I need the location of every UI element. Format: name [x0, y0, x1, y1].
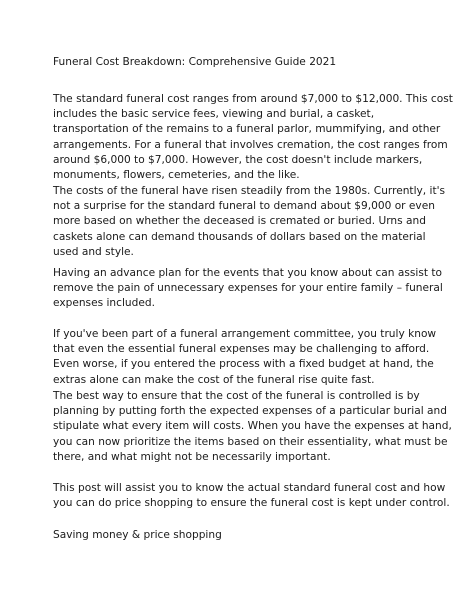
- paragraph-post-purpose: This post will assist you to know the actual standard funeral cost and how you can do price shopping to ensure the funeral cost is kept under control.: [53, 482, 450, 510]
- section-heading: Saving money & price shopping: [53, 529, 222, 541]
- paragraph-best-way: The best way to ensure that the cost of the funeral is controlled is by planning by putting forth the expected expenses of a particular burial and stipulate what every item will costs. When you have the expenses at hand, you can now prioritize the items based on their essentiality, what must be there, and what might not be necessarily important.: [53, 390, 452, 463]
- document-title: Funeral Cost Breakdown: Comprehensive Guide 2021: [53, 56, 337, 68]
- paragraph-rising-costs: The costs of the funeral have risen steadily from the 1980s. Currently, it's not a surprise for the standard funeral to demand about $9,000 or even more based on whether the deceased is cremated or buried. Urns and caskets alone can demand thousands of dollars based on the material used and style.: [53, 185, 446, 258]
- paragraph-arrangement-committee: If you've been part of a funeral arrangement committee, you truly know that even the essential funeral expenses may be challenging to afford. Even worse, if you entered the process with a fixed budget at hand, the extras alone can make the cost of the funeral rise quite fast.: [53, 328, 437, 386]
- paragraph-standard-cost: The standard funeral cost ranges from around $7,000 to $12,000. This cost includes the basic service fees, viewing and burial, a casket, transportation of the remains to a funeral parlor, mummifying, and other arrangements. For a funeral that involves cremation, the cost ranges from around $6,000 to $7,000. However, the cost doesn't include markers, monuments, flowers, cemeteries, and the like.: [53, 93, 453, 182]
- paragraph-advance-plan: Having an advance plan for the events that you know about can assist to remove the pain of unnecessary expenses for your entire family – funeral expenses included.: [53, 267, 443, 310]
